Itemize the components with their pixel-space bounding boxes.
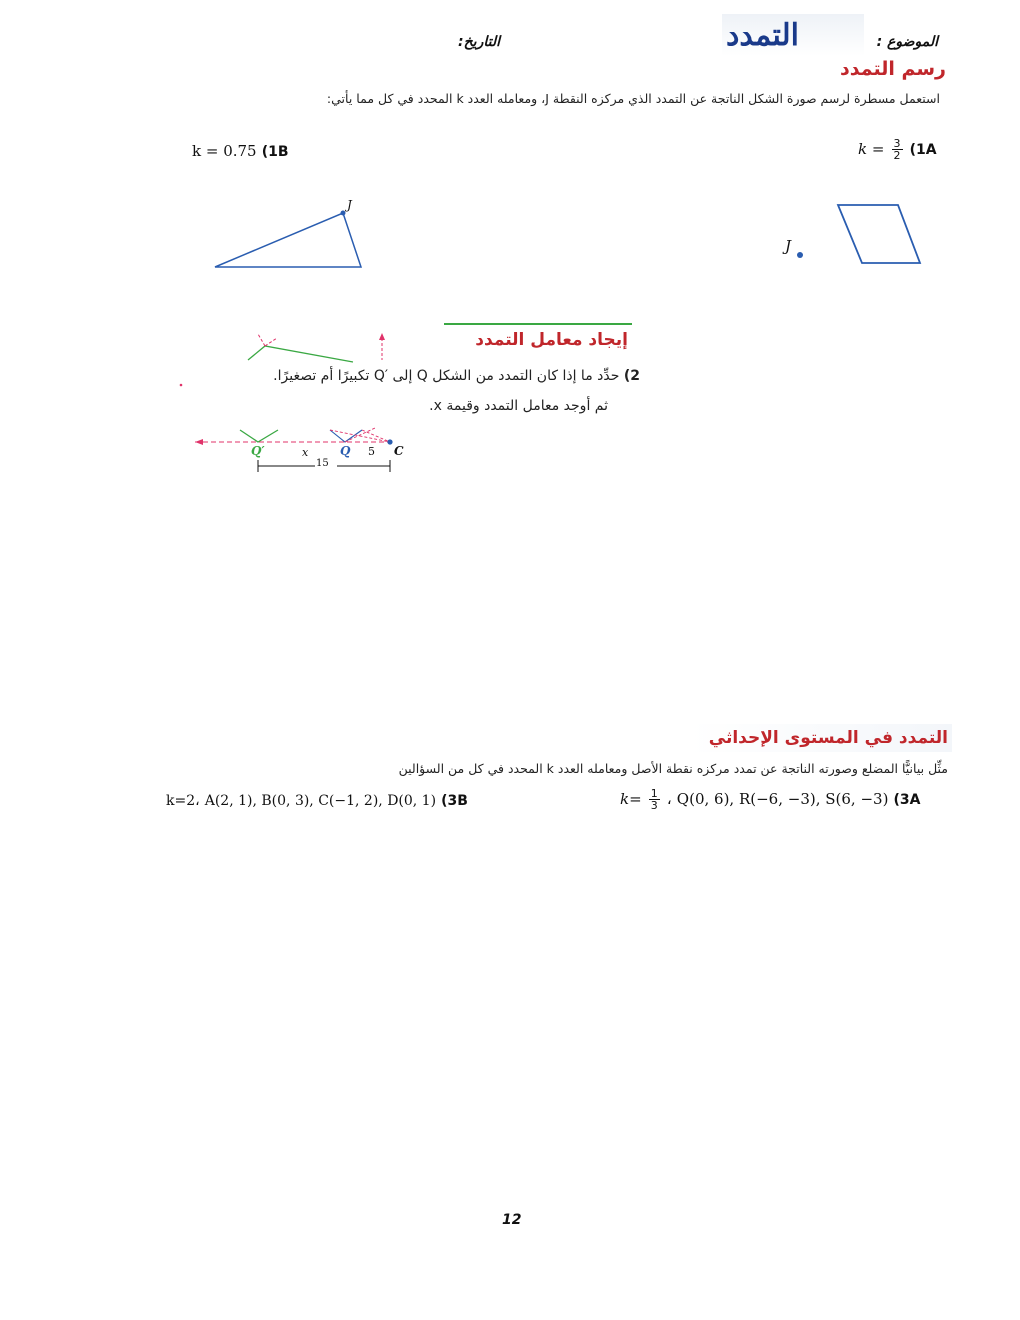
problem-3b-label: (3B (441, 793, 468, 809)
pink-dot (180, 384, 183, 387)
problem-1a (858, 138, 937, 161)
problem-3a-label: (3A (893, 792, 921, 808)
pink-left-arrowhead (195, 439, 203, 445)
label-x: x (302, 446, 309, 459)
section3-instruction: مثِّل بيانيًّا المضلع وصورته الناتجة عن تمدد مركزه نقطة الأصل ومعامله العدد k المحدد في كل من السؤالين (398, 761, 948, 776)
section1-instruction: استعمل مسطرة لرسم صورة الشكل الناتجة عن التمدد الذي مركزه النقطة J، ومعامله العدد k المحدد في كل مما يأتي: (326, 91, 940, 106)
problem-3b-points: A(2, 1), B(0, 3), C(−1, 2), D(0, 1) (204, 793, 437, 809)
problem-1a-label: (1A (909, 142, 937, 158)
green-angle-line (248, 346, 353, 362)
triangle-point-label: J (347, 198, 352, 212)
section2-heading: إيجاد معامل التمدد (475, 330, 628, 350)
parallelogram-center-point (797, 252, 803, 258)
problem-1b-label: (1B (261, 144, 289, 160)
question-2-text1: حدِّد ما إذا كان التمدد من الشكل Q إلى ′Q تكبيرًا أم تصغيرًا. (273, 368, 620, 384)
parallelogram-figure (780, 195, 930, 275)
pink-arrowhead (379, 333, 385, 340)
section1-heading: رسم التمدد (839, 58, 946, 80)
triangle-shape (215, 213, 361, 267)
parallelogram-shape (838, 205, 920, 263)
green-v-qprime (240, 430, 278, 442)
page-number: 12 (502, 1212, 522, 1228)
problem-3b (166, 790, 468, 809)
problem-1a-k: k = (858, 140, 885, 158)
label-five: 5 (368, 445, 375, 458)
problem-3a-k: k= (620, 790, 642, 808)
label-q-prime: Q′ (251, 444, 265, 458)
center-c-point (387, 439, 392, 444)
problem-3a (620, 788, 921, 811)
problem-3a-den: 3 (650, 799, 658, 812)
label-fifteen: 15 (316, 458, 329, 469)
pink-ray-c (345, 428, 375, 442)
subject-label: الموضوع : (876, 34, 938, 50)
problem-3a-num: 1 (650, 787, 658, 800)
label-q: Q (340, 444, 351, 458)
triangle-center-point (341, 211, 346, 216)
problem-1a-num: 3 (893, 137, 901, 150)
problem-1b-k: k = 0.75 (192, 142, 257, 160)
blue-v-q (330, 430, 362, 442)
date-label: التاريخ: (458, 34, 500, 50)
pink-ray-2 (265, 338, 277, 346)
topic-title: التمدد (726, 18, 799, 53)
problem-1a-den: 2 (893, 149, 901, 162)
parallelogram-point-label: J (785, 237, 792, 255)
label-c: C (394, 444, 404, 458)
problem-1a-fraction (892, 138, 903, 161)
pink-ray-b (362, 430, 390, 442)
section2-rule (444, 323, 632, 325)
question-2-line1 (200, 368, 640, 384)
problem-3a-fraction (649, 788, 660, 811)
question-2-number: 2) (623, 368, 640, 384)
problem-1b (192, 141, 289, 160)
problem-3a-sep: ، (666, 790, 672, 808)
problem-3a-points: Q(0, 6), R(−6, −3), S(6, −3) (676, 790, 889, 808)
problem-3b-k: k=2، (166, 793, 200, 809)
section3-heading: التمدد في المستوى الإحداثي (708, 728, 948, 748)
pink-ray-1 (258, 334, 265, 346)
question-2-line2: ثم أوجد معامل التمدد وقيمة x. (429, 398, 608, 414)
